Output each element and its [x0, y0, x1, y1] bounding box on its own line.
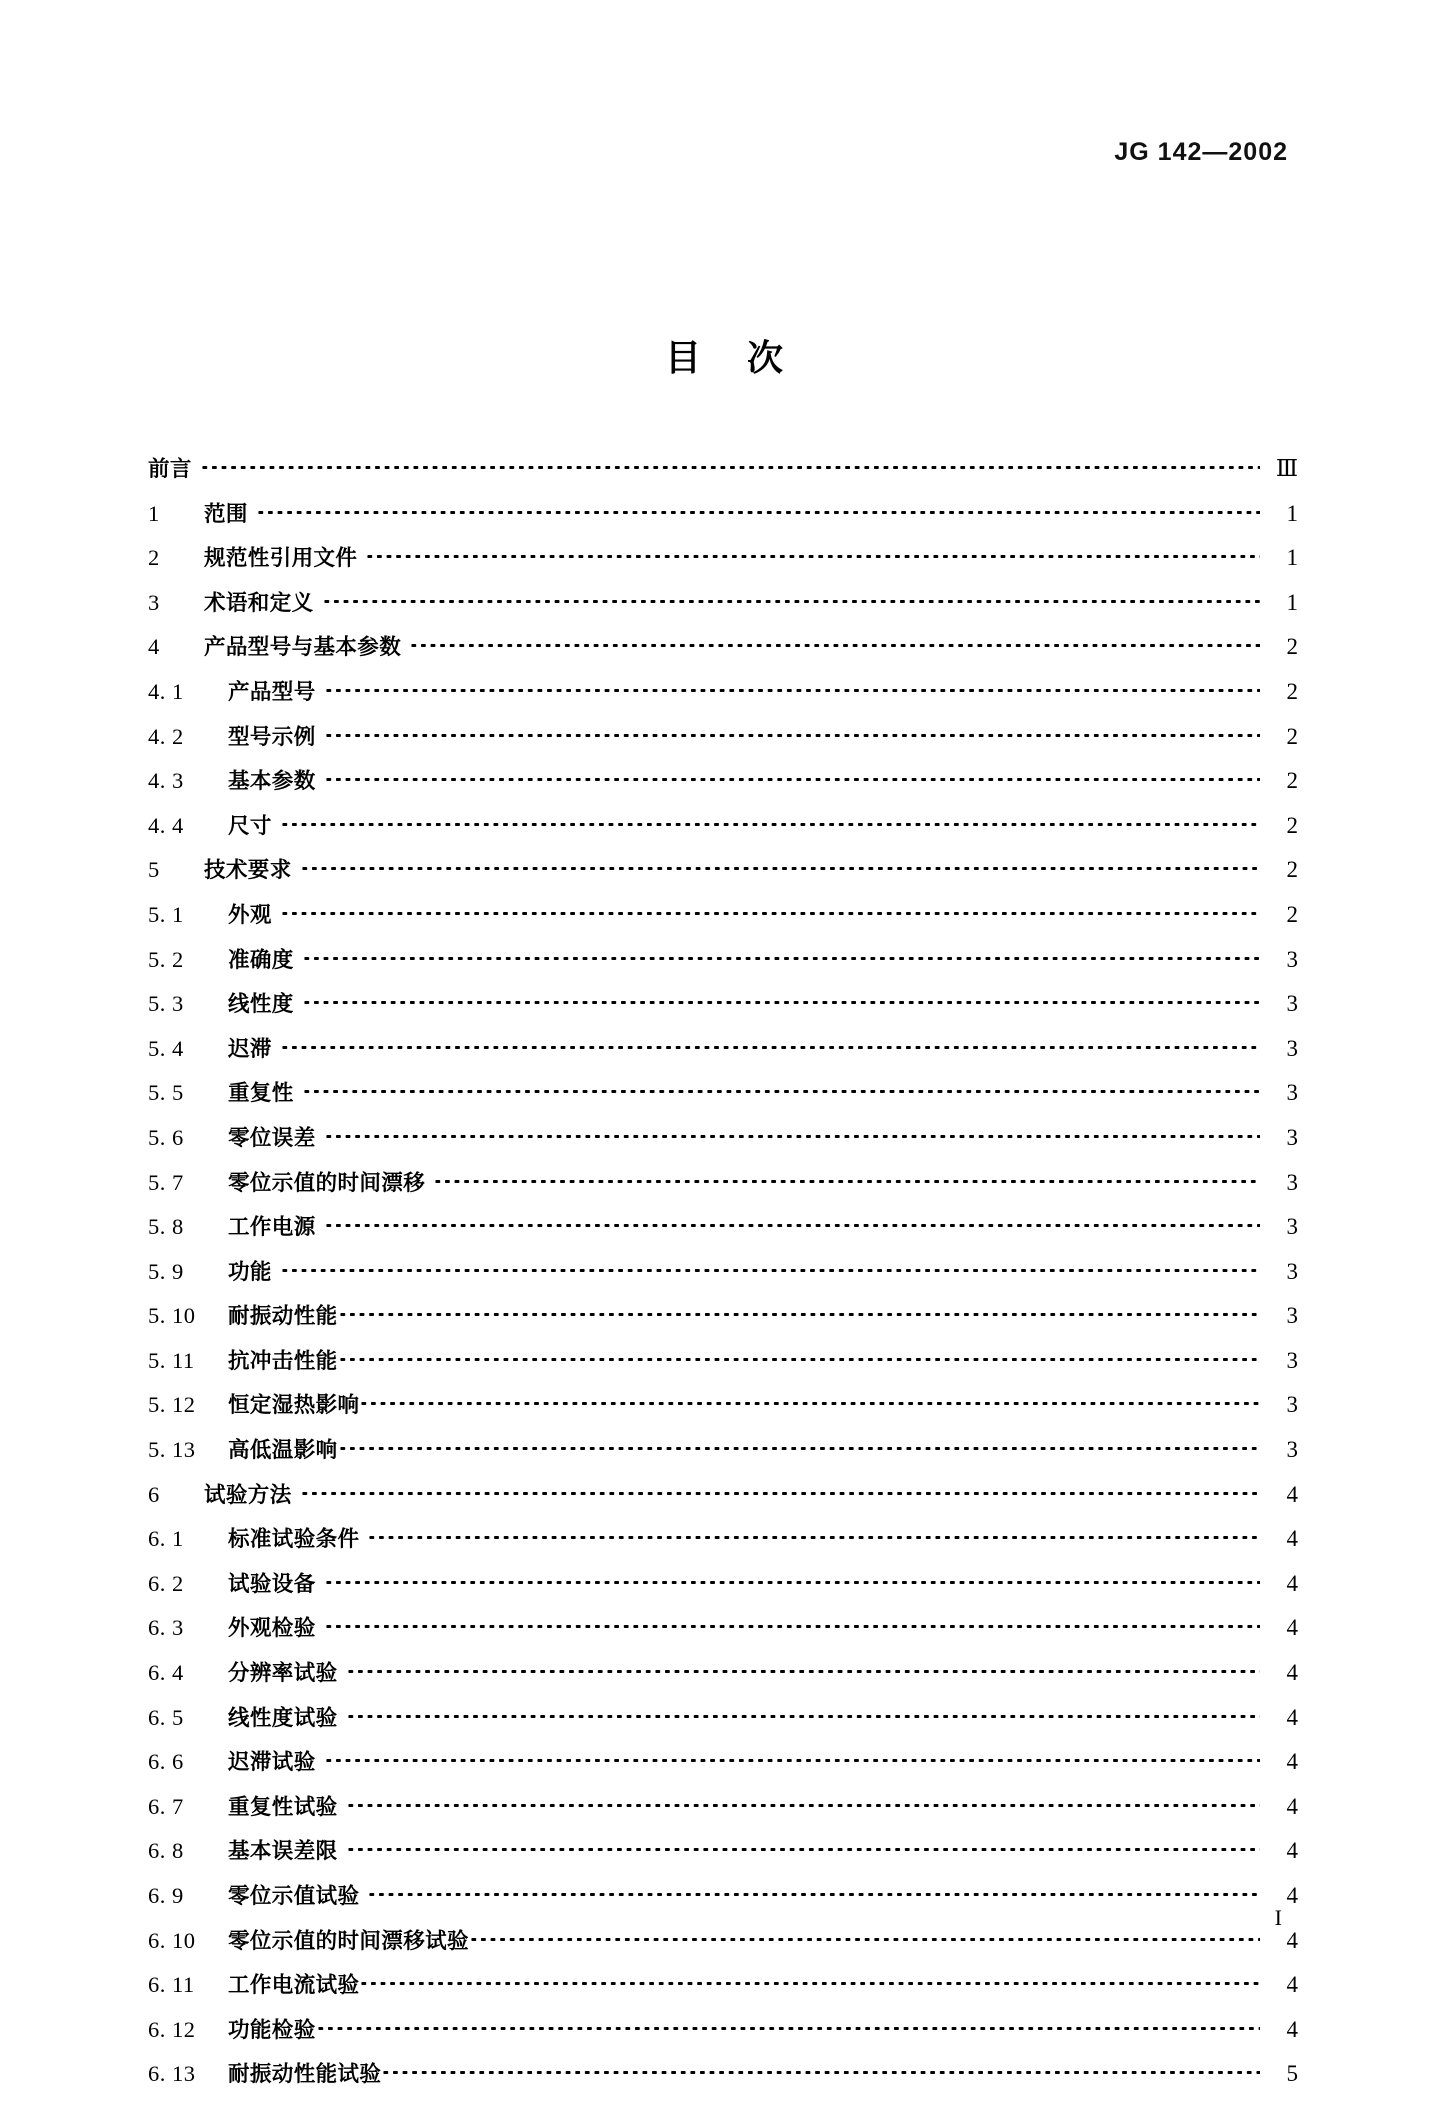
toc-entry-page-number: 4: [1286, 1660, 1298, 1686]
toc-entry[interactable]: [148, 630, 1298, 675]
toc-entry-page-number: 4: [1286, 1927, 1298, 1953]
toc-leader-dots: [302, 989, 1260, 1011]
toc-entry-page-number: 4: [1286, 1570, 1298, 1596]
toc-leader-dots: [300, 1480, 1260, 1502]
toc-leader-dots: [324, 1569, 1260, 1591]
toc-leader-dots: [338, 1346, 1260, 1368]
toc-entry[interactable]: [148, 1299, 1298, 1344]
toc-entry-label: 试验设备: [228, 1571, 316, 1597]
standard-code-header: JG 142—2002: [1114, 138, 1288, 166]
toc-entry-label: 耐振动性能: [228, 1304, 338, 1330]
toc-entry-page-number: 3: [1286, 1035, 1298, 1061]
toc-entry[interactable]: [148, 452, 1298, 497]
toc-entry-number: 6: [148, 1481, 160, 1507]
toc-entry[interactable]: [148, 675, 1298, 720]
toc-entry-number: 5. 3: [148, 991, 184, 1017]
toc-entry[interactable]: [148, 1701, 1298, 1746]
toc-entry[interactable]: [148, 898, 1298, 943]
toc-entry-label: 功能: [228, 1259, 272, 1285]
toc-entry-number: 2: [148, 545, 160, 571]
toc-entry-number: 4: [148, 634, 160, 660]
toc-entry[interactable]: [148, 1834, 1298, 1879]
toc-leader-dots: [280, 1257, 1260, 1279]
toc-leader-dots: [316, 2015, 1260, 2037]
toc-entry-page-number: 3: [1286, 1303, 1298, 1329]
toc-entry-page-number: 2: [1286, 901, 1298, 927]
toc-entry-number: 3: [148, 589, 160, 615]
toc-leader-dots: [322, 588, 1260, 610]
toc-leader-dots: [359, 1970, 1260, 1992]
toc-leader-dots: [346, 1703, 1260, 1725]
toc-entry-label: 准确度: [228, 947, 294, 973]
toc-entry-number: 4. 4: [148, 812, 184, 838]
toc-leader-dots: [302, 945, 1260, 967]
toc-entry-label: 重复性: [228, 1081, 294, 1107]
toc-entry-label: 零位误差: [228, 1125, 316, 1151]
toc-entry-page-number: 1: [1286, 500, 1298, 526]
toc-leader-dots: [346, 1792, 1260, 1814]
toc-entry-label: 零位示值的时间漂移: [228, 1170, 426, 1196]
toc-entry-label: 术语和定义: [204, 590, 314, 616]
toc-entry-page-number: 3: [1286, 1124, 1298, 1150]
toc-entry[interactable]: [148, 1076, 1298, 1121]
toc-entry-page-number: 4: [1286, 2016, 1298, 2042]
toc-entry-page-number: 2: [1286, 812, 1298, 838]
toc-entry-page-number: 5: [1286, 2061, 1298, 2087]
toc-entry-page-number: 2: [1286, 723, 1298, 749]
toc-entry[interactable]: [148, 2057, 1298, 2102]
toc-entry-label: 产品型号: [228, 679, 316, 705]
toc-leader-dots: [280, 811, 1260, 833]
toc-entry-number: 6. 8: [148, 1838, 184, 1864]
toc-entry[interactable]: [148, 1166, 1298, 1211]
toc-leader-dots: [367, 1524, 1260, 1546]
toc-entry[interactable]: [148, 2013, 1298, 2058]
title-char-ci: 次: [747, 338, 784, 379]
toc-entry-number: 6. 4: [148, 1660, 184, 1686]
toc-leader-dots: [359, 1390, 1260, 1412]
toc-entry[interactable]: [148, 987, 1298, 1032]
toc-entry-label: 耐振动性能试验: [228, 2062, 382, 2088]
toc-entry-page-number: 2: [1286, 857, 1298, 883]
toc-entry-label: 线性度试验: [228, 1705, 338, 1731]
toc-entry-label: 工作电流试验: [228, 1973, 360, 1999]
toc-entry-number: 6. 10: [148, 1927, 196, 1953]
toc-entry-number: 5. 2: [148, 946, 184, 972]
toc-leader-dots: [324, 766, 1260, 788]
toc-entry[interactable]: [148, 1522, 1298, 1567]
toc-entry-label: 工作电源: [228, 1215, 316, 1241]
toc-entry[interactable]: [148, 1567, 1298, 1612]
toc-entry[interactable]: [148, 1656, 1298, 1701]
toc-entry[interactable]: [148, 764, 1298, 809]
toc-leader-dots: [324, 1747, 1260, 1769]
toc-entry[interactable]: [148, 1032, 1298, 1077]
toc-entry[interactable]: [148, 541, 1298, 586]
toc-entry-label: 线性度: [228, 992, 294, 1018]
toc-entry-number: 5. 6: [148, 1124, 184, 1150]
toc-entry-page-number: 3: [1286, 1214, 1298, 1240]
toc-leader-dots: [324, 677, 1260, 699]
toc-entry-page-number: 1: [1286, 589, 1298, 615]
toc-entry[interactable]: [148, 1388, 1298, 1433]
toc-leader-dots: [338, 1301, 1260, 1323]
toc-entry-label: 零位示值试验: [228, 1884, 360, 1909]
toc-leader-dots: [324, 1212, 1260, 1234]
toc-entry-page-number: 3: [1286, 1392, 1298, 1418]
toc-entry-page-number: 4: [1286, 1793, 1298, 1819]
toc-entry-number: 6. 1: [148, 1526, 184, 1552]
toc-entry-label: 规范性引用文件: [204, 546, 358, 572]
toc-entry-number: 4. 1: [148, 678, 184, 704]
toc-entry-page-number: Ⅲ: [1275, 456, 1298, 481]
toc-entry-page-number: 4: [1286, 1972, 1298, 1998]
toc-entry-label: 基本参数: [228, 769, 316, 795]
toc-leader-dots: [433, 1168, 1260, 1190]
toc-entry-label: 抗冲击性能: [228, 1348, 338, 1374]
toc-entry-number: 5. 12: [148, 1392, 196, 1418]
toc-entry-number: 6. 11: [148, 1972, 195, 1998]
toc-entry-label: 尺寸: [228, 813, 272, 839]
page-number-footer: I: [1274, 1905, 1282, 1930]
toc-entry[interactable]: [148, 1121, 1298, 1166]
toc-leader-dots: [346, 1836, 1260, 1858]
toc-entry[interactable]: [148, 1210, 1298, 1255]
toc-entry[interactable]: [148, 1745, 1298, 1790]
toc-entry-number: 6. 12: [148, 2016, 196, 2042]
toc-entry-label: 分辨率试验: [228, 1661, 338, 1687]
toc-entry-number: 4. 2: [148, 723, 184, 749]
toc-entry-label: 高低温影响: [228, 1438, 338, 1464]
toc-leader-dots: [300, 855, 1260, 877]
toc-entry-page-number: 2: [1286, 768, 1298, 794]
toc-entry-number: 6. 3: [148, 1615, 184, 1641]
toc-entry-number: 4. 3: [148, 768, 184, 794]
toc-entry-number: 5. 13: [148, 1437, 196, 1463]
toc-entry-number: 5. 9: [148, 1258, 184, 1284]
toc-entry-page-number: 3: [1286, 1437, 1298, 1463]
toc-entry-page-number: 3: [1286, 1080, 1298, 1106]
toc-entry-number: 6. 5: [148, 1704, 184, 1730]
toc-entry[interactable]: [148, 1478, 1298, 1523]
toc-entry-label: 迟滞: [228, 1036, 272, 1062]
toc-entry-label: 重复性试验: [228, 1794, 338, 1820]
toc-entry-number: 5: [148, 857, 160, 883]
toc-entry-number: 5. 7: [148, 1169, 184, 1195]
toc-entry-page-number: 4: [1286, 1838, 1298, 1864]
toc-entry-page-number: 4: [1286, 1481, 1298, 1507]
toc-leader-dots: [409, 632, 1260, 654]
toc-entry[interactable]: [148, 1611, 1298, 1656]
toc-entry-number: 6. 7: [148, 1793, 184, 1819]
toc-entry-page-number: 2: [1286, 678, 1298, 704]
toc-entry-page-number: 4: [1286, 1883, 1298, 1908]
toc-entry-page-number: 1: [1286, 545, 1298, 571]
toc-leader-dots: [324, 722, 1260, 744]
toc-entry-page-number: 3: [1286, 1258, 1298, 1284]
toc-entry-number: 5. 5: [148, 1080, 184, 1106]
toc-entry-label: 范围: [204, 501, 248, 527]
toc-entry-page-number: 3: [1286, 1347, 1298, 1373]
toc-entry-label: 恒定湿热影响: [228, 1393, 360, 1419]
toc-entry-number: 6. 2: [148, 1570, 184, 1596]
toc-entry[interactable]: [148, 809, 1298, 854]
toc-entry[interactable]: [148, 1433, 1298, 1478]
toc-entry-label: 迟滞试验: [228, 1750, 316, 1776]
toc-entry-page-number: 3: [1286, 1169, 1298, 1195]
toc-leader-dots: [256, 499, 1260, 521]
toc-entry-number: 5. 4: [148, 1035, 184, 1061]
toc-entry-label: 型号示例: [228, 724, 316, 750]
toc-entry-page-number: 3: [1286, 946, 1298, 972]
toc-entry-label: 功能检验: [228, 2017, 316, 2043]
toc-leader-dots: [280, 900, 1260, 922]
toc-entry-page-number: 4: [1286, 1526, 1298, 1552]
toc-entry-number: 6. 9: [148, 1883, 184, 1908]
toc-leader-dots: [381, 2059, 1260, 2081]
toc-entry[interactable]: [148, 1790, 1298, 1835]
toc-entry-page-number: 4: [1286, 1704, 1298, 1730]
toc-entry-label: 基本误差限: [228, 1839, 338, 1865]
toc-entry-number: 6. 13: [148, 2061, 196, 2087]
toc-entry-number: 5. 11: [148, 1347, 195, 1373]
toc-entry-page-number: 4: [1286, 1615, 1298, 1641]
table-of-contents: [148, 452, 1298, 2102]
toc-entry-page-number: 4: [1286, 1749, 1298, 1775]
toc-entry[interactable]: [148, 586, 1298, 631]
toc-leader-dots: [200, 454, 1260, 476]
toc-entry-label: 外观: [228, 902, 272, 928]
toc-entry-label: 前言: [148, 457, 192, 482]
toc-leader-dots: [367, 1881, 1260, 1903]
toc-entry[interactable]: [148, 853, 1298, 898]
toc-entry-number: 6. 6: [148, 1749, 184, 1775]
toc-entry-label: 外观检验: [228, 1616, 316, 1642]
toc-entry-page-number: 3: [1286, 991, 1298, 1017]
toc-entry-label: 试验方法: [204, 1482, 292, 1508]
toc-entry[interactable]: [148, 1344, 1298, 1389]
toc-leader-dots: [302, 1078, 1260, 1100]
toc-leader-dots: [338, 1435, 1260, 1457]
toc-leader-dots: [324, 1123, 1260, 1145]
toc-entry-label: 零位示值的时间漂移试验: [228, 1928, 469, 1954]
toc-entry[interactable]: [148, 1968, 1298, 2013]
toc-entry-page-number: 2: [1286, 634, 1298, 660]
toc-entry[interactable]: [148, 943, 1298, 988]
toc-leader-dots: [365, 543, 1260, 565]
toc-leader-dots: [280, 1034, 1260, 1056]
toc-entry[interactable]: [148, 497, 1298, 542]
toc-entry-label: 标准试验条件: [228, 1527, 360, 1553]
toc-entry-label: 产品型号与基本参数: [204, 635, 402, 661]
toc-entry-label: 技术要求: [204, 858, 292, 884]
page-title: [0, 330, 1448, 381]
toc-leader-dots: [324, 1613, 1260, 1635]
toc-entry[interactable]: [148, 1255, 1298, 1300]
toc-entry-number: 5. 1: [148, 901, 184, 927]
toc-entry[interactable]: [148, 720, 1298, 765]
title-char-mu: 目: [664, 338, 701, 379]
toc-entry-number: 1: [148, 500, 160, 526]
toc-entry-number: 5. 10: [148, 1303, 196, 1329]
toc-entry-number: 5. 8: [148, 1214, 184, 1240]
toc-leader-dots: [346, 1658, 1260, 1680]
